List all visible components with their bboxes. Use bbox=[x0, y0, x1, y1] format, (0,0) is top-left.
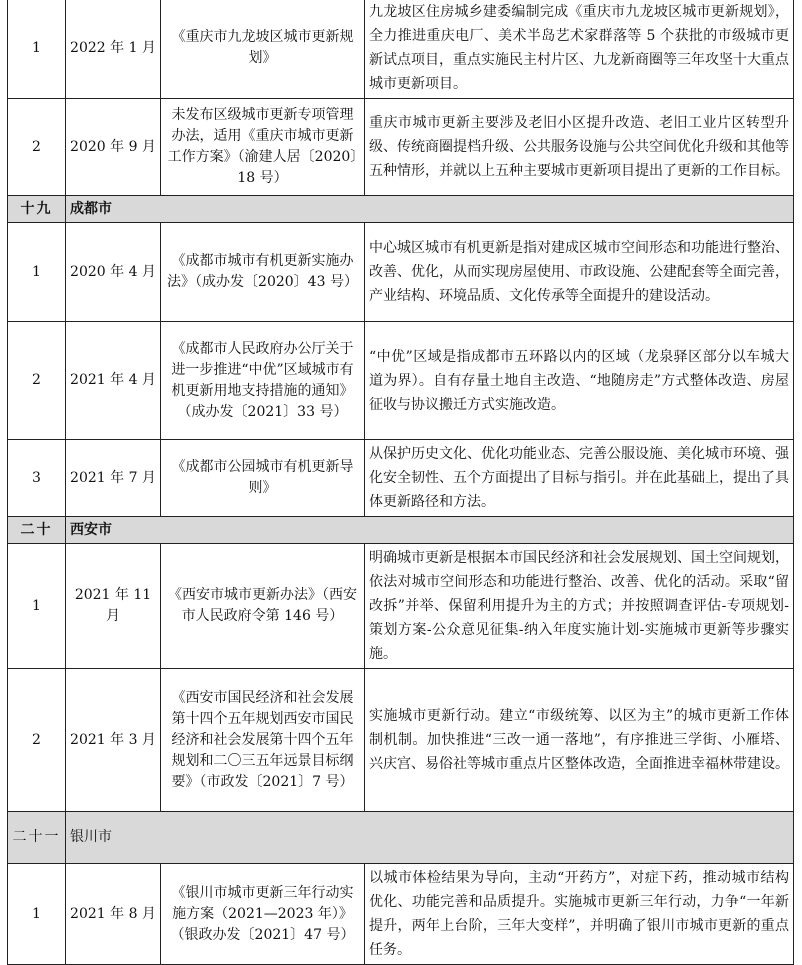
section-number: 二十一 bbox=[8, 812, 66, 864]
issue-date: 2021 年 7 月 bbox=[66, 440, 161, 517]
policy-row bbox=[8, 440, 794, 517]
policy-table bbox=[7, 0, 794, 965]
issue-date: 2020 年 9 月 bbox=[66, 99, 161, 196]
city-section-row bbox=[8, 517, 794, 544]
row-index: 1 bbox=[8, 0, 66, 99]
issue-date: 2021 年 8 月 bbox=[66, 864, 161, 965]
policy-content: “中优”区域是指成都市五环路以内的区域（龙泉驿区部分以车城大道为界）。自有存量土地自主改造、“地随房走”方式整体改造、房屋征收与协议搬迁方式实施改造。 bbox=[365, 322, 794, 440]
policy-row bbox=[8, 544, 794, 669]
row-index: 1 bbox=[8, 544, 66, 669]
policy-document: 《成都市公园城市有机更新导则》 bbox=[161, 440, 365, 517]
issue-date: 2021 年 11 月 bbox=[66, 544, 161, 669]
row-index: 3 bbox=[8, 440, 66, 517]
policy-table-body bbox=[8, 0, 794, 965]
policy-row bbox=[8, 322, 794, 440]
policy-document: 《重庆市九龙坡区城市更新规划》 bbox=[161, 0, 365, 99]
section-city-name: 西安市 bbox=[66, 517, 794, 544]
policy-row bbox=[8, 0, 794, 99]
row-index: 2 bbox=[8, 669, 66, 812]
row-index: 1 bbox=[8, 864, 66, 965]
row-index: 2 bbox=[8, 99, 66, 196]
policy-row bbox=[8, 99, 794, 196]
policy-content: 实施城市更新行动。建立“市级统筹、以区为主”的城市更新工作体制机制。加快推进“三改一通一落地”，有序推进三学街、小雁塔、兴庆宫、易俗社等城市重点片区整体改造，全面推进幸福林带建设。 bbox=[365, 669, 794, 812]
issue-date: 2020 年 4 月 bbox=[66, 223, 161, 322]
policy-document: 《成都市城市有机更新实施办法》（成办发〔2020〕43 号） bbox=[161, 223, 365, 322]
policy-content: 从保护历史文化、优化功能业态、完善公服设施、美化城市环境、强化安全韧性、五个方面提出了目标与指引。并在此基础上，提出了具体更新路径和方法。 bbox=[365, 440, 794, 517]
section-number: 二十 bbox=[8, 517, 66, 544]
policy-content: 九龙坡区住房城乡建委编制完成《重庆市九龙坡区城市更新规划》，全力推进重庆电厂、美术半岛艺术家群落等 5 个获批的市级城市更新试点项目，重点实施民主村片区、九龙新商圈等三年攻坚十大重点城市更新项目。 bbox=[365, 0, 794, 99]
policy-document: 《成都市人民政府办公厅关于进一步推进“中优”区域城市有机更新用地支持措施的通知》（成办发〔2021〕33 号） bbox=[161, 322, 365, 440]
policy-content: 中心城区城市有机更新是指对建成区城市空间形态和功能进行整治、改善、优化，从而实现房屋使用、市政设施、公建配套等全面完善，产业结构、环境品质、文化传承等全面提升的建设活动。 bbox=[365, 223, 794, 322]
section-city-name: 银川市 bbox=[66, 812, 794, 864]
policy-row bbox=[8, 669, 794, 812]
policy-document: 《西安市国民经济和社会发展第十四个五年规划西安市国民经济和社会发展第十四个五年规划和二〇三五年远景目标纲要》（市政发〔2021〕7 号） bbox=[161, 669, 365, 812]
policy-row bbox=[8, 223, 794, 322]
city-section-row bbox=[8, 196, 794, 223]
row-index: 1 bbox=[8, 223, 66, 322]
policy-content: 明确城市更新是根据本市国民经济和社会发展规划、国土空间规划，依法对城市空间形态和功能进行整治、改善、优化的活动。采取“留改拆”并举、保留利用提升为主的方式；并按照调查评估-专项规划-策划方案-公众意见征集-纳入年度实施计划-实施城市更新等步骤实施。 bbox=[365, 544, 794, 669]
issue-date: 2022 年 1 月 bbox=[66, 0, 161, 99]
issue-date: 2021 年 3 月 bbox=[66, 669, 161, 812]
policy-document: 《银川市城市更新三年行动实施方案（2021—2023 年）》（银政办发〔2021〕47 号） bbox=[161, 864, 365, 965]
city-section-row bbox=[8, 812, 794, 864]
policy-document: 未发布区级城市更新专项管理办法，适用《重庆市城市更新工作方案》（渝建人居〔2020〕18 号） bbox=[161, 99, 365, 196]
policy-content: 以城市体检结果为导向，主动“开药方”，对症下药，推动城市结构优化、功能完善和品质提升。实施城市更新三年行动，力争“一年新提升，两年上台阶，三年大变样”，并明确了银川市城市更新的重点任务。 bbox=[365, 864, 794, 965]
policy-row bbox=[8, 864, 794, 965]
issue-date: 2021 年 4 月 bbox=[66, 322, 161, 440]
policy-document: 《西安市城市更新办法》（西安市人民政府令第 146 号） bbox=[161, 544, 365, 669]
section-city-name: 成都市 bbox=[66, 196, 794, 223]
section-number: 十九 bbox=[8, 196, 66, 223]
policy-content: 重庆市城市更新主要涉及老旧小区提升改造、老旧工业片区转型升级、传统商圈提档升级、公共服务设施与公共空间优化升级和其他等五种情形，并就以上五种主要城市更新项目提出了更新的工作目标。 bbox=[365, 99, 794, 196]
row-index: 2 bbox=[8, 322, 66, 440]
